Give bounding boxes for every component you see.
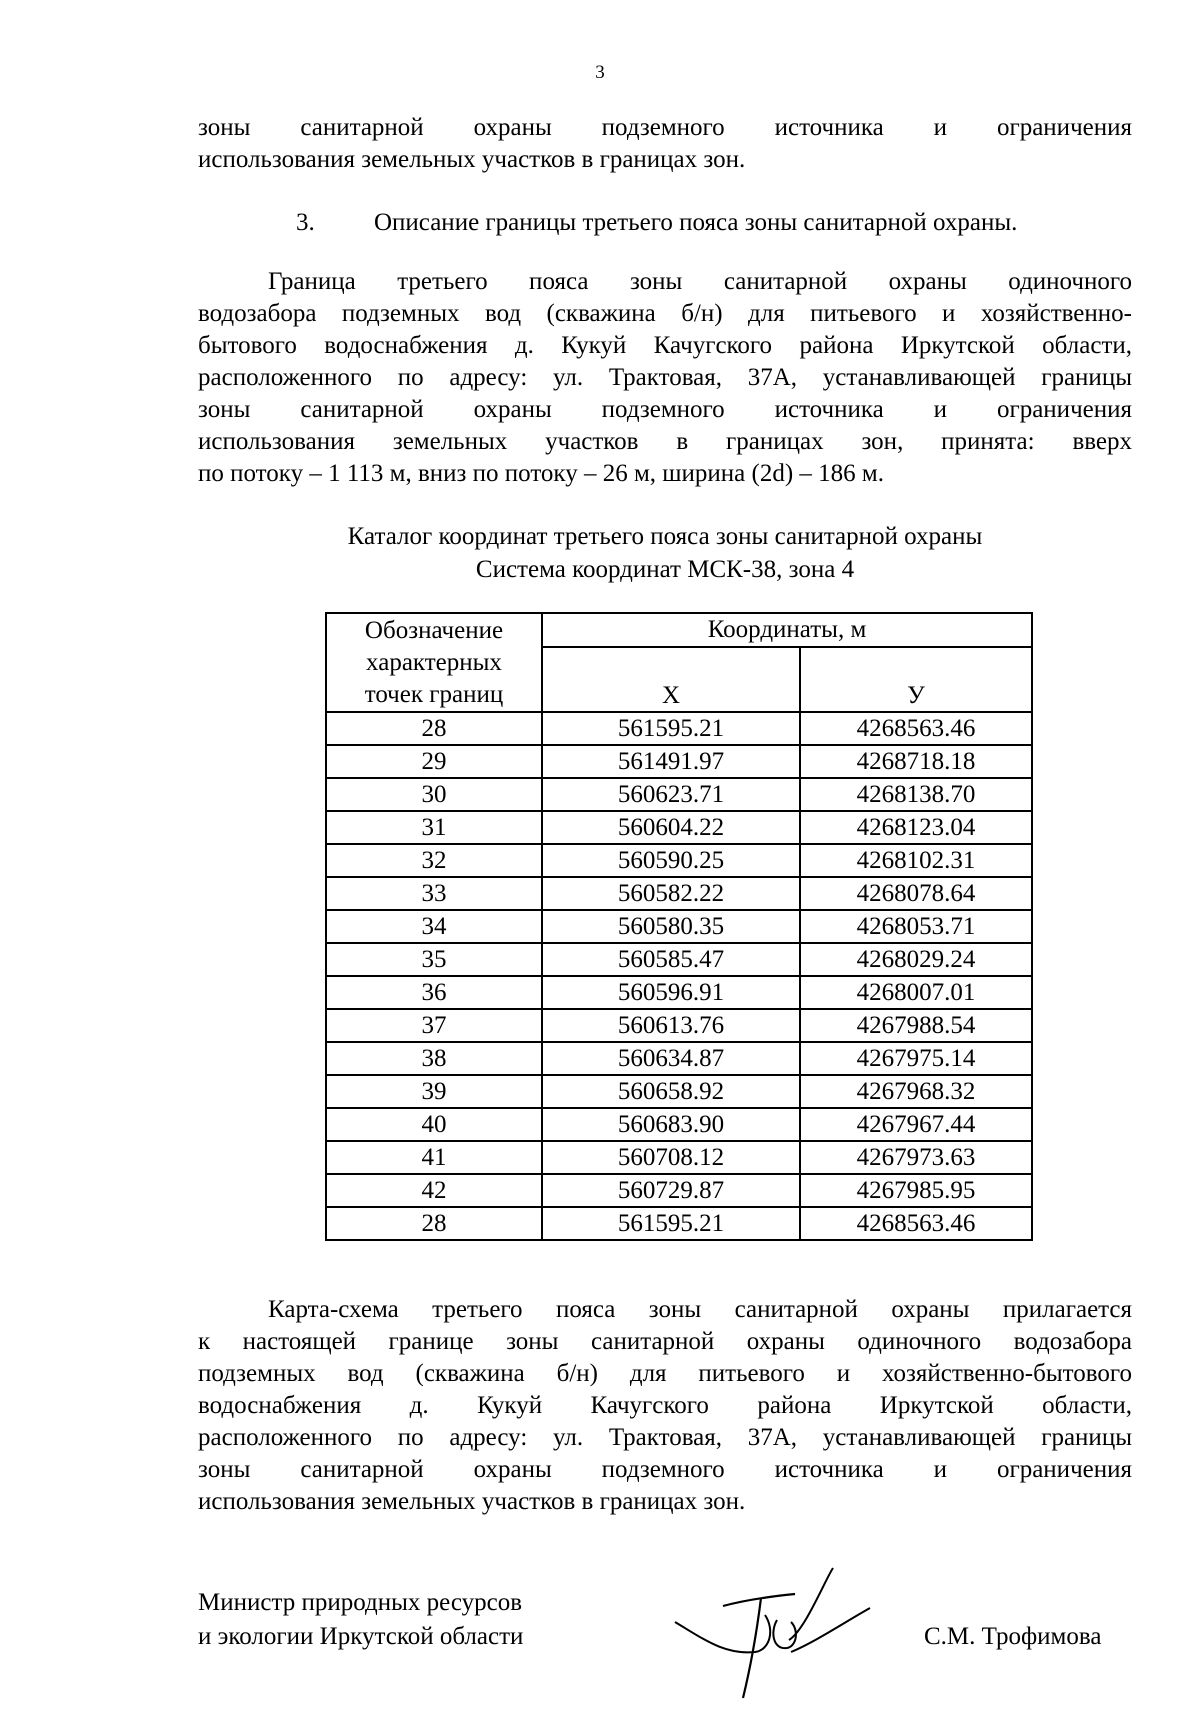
table-row [326, 943, 1032, 976]
x-coordinate-cell: 560585.47 [542, 943, 800, 976]
y-coordinate-cell: 4267975.14 [800, 1042, 1032, 1075]
table-row [326, 811, 1032, 844]
x-coordinate-cell: 560604.22 [542, 811, 800, 844]
y-coordinate-cell: 4268138.70 [800, 778, 1032, 811]
y-coordinate-cell: 4268563.46 [800, 712, 1032, 745]
x-coordinate-cell: 560634.87 [542, 1042, 800, 1075]
table-row [326, 1075, 1032, 1108]
point-number-cell: 35 [326, 943, 542, 976]
y-coordinate-cell: 4268078.64 [800, 877, 1032, 910]
table-row [326, 910, 1032, 943]
y-coordinate-cell: 4268123.04 [800, 811, 1032, 844]
handwritten-signature [665, 1560, 875, 1710]
x-coordinate-cell: 561491.97 [542, 745, 800, 778]
text-line: водоснабжения д. Кукуй Качугского района Иркутской области, [198, 1392, 1132, 1419]
text-line: водозабора подземных вод (скважина б/н) для питьевого и хозяйственно- [198, 300, 1132, 327]
point-number-cell: 28 [326, 1207, 542, 1240]
point-number-cell: 33 [326, 877, 542, 910]
page-number: 3 [595, 62, 605, 83]
table-row [326, 1174, 1032, 1207]
table-row [326, 712, 1032, 745]
table-row [326, 1108, 1032, 1141]
x-header: Х [542, 647, 800, 712]
text-line: по потоку – 1 113 м, вниз по потоку – 26 м, ширина (2d) – 186 м. [198, 460, 884, 487]
x-coordinate-cell: 560613.76 [542, 1009, 800, 1042]
x-coordinate-cell: 560658.92 [542, 1075, 800, 1108]
y-coordinate-cell: 4267973.63 [800, 1141, 1032, 1174]
table-row [326, 976, 1032, 1009]
table-row [326, 877, 1032, 910]
y-coordinate-cell: 4268053.71 [800, 910, 1032, 943]
point-number-cell: 39 [326, 1075, 542, 1108]
text-line: использования земельных участков в границах зон, принята: вверх [198, 428, 1132, 455]
text-line: использования земельных участков в границах зон. [198, 146, 746, 173]
x-coordinate-cell: 561595.21 [542, 1207, 800, 1240]
text-line: зоны санитарной охраны подземного источника и ограничения [198, 396, 1132, 423]
point-number-cell: 28 [326, 712, 542, 745]
intro-paragraph [198, 112, 1132, 176]
coordinates-table [325, 612, 1033, 1241]
x-coordinate-cell: 560596.91 [542, 976, 800, 1009]
y-coordinate-cell: 4268718.18 [800, 745, 1032, 778]
point-number-cell: 31 [326, 811, 542, 844]
y-coordinate-cell: 4268563.46 [800, 1207, 1032, 1240]
section-heading [296, 206, 1017, 240]
coordinates-table-body [326, 712, 1032, 1240]
text-line: зоны санитарной охраны подземного источника и ограничения [198, 1456, 1132, 1483]
table-row [326, 745, 1032, 778]
section-title: Описание границы третьего пояса зоны санитарной охраны. [374, 209, 1018, 236]
designation-header-line: точек границ [364, 681, 504, 708]
point-number-cell: 30 [326, 778, 542, 811]
text-line: бытового водоснабжения д. Кукуй Качугского района Иркутской области, [198, 332, 1132, 359]
point-number-cell: 42 [326, 1174, 542, 1207]
signatory-position-lines [198, 1586, 618, 1654]
x-coordinate-cell: 560623.71 [542, 778, 800, 811]
designation-header [326, 613, 542, 712]
point-number-cell: 40 [326, 1108, 542, 1141]
point-number-cell: 32 [326, 844, 542, 877]
y-coordinate-cell: 4267968.32 [800, 1075, 1032, 1108]
table-row [326, 1207, 1032, 1240]
y-header: У [800, 647, 1032, 712]
designation-header-line: Обозначение [364, 617, 504, 644]
x-coordinate-cell: 561595.21 [542, 712, 800, 745]
text-line: Граница третьего пояса зоны санитарной охраны одиночного [268, 268, 1132, 295]
table-row [326, 1009, 1032, 1042]
x-coordinate-cell: 560683.90 [542, 1108, 800, 1141]
description-paragraph [198, 266, 1132, 490]
table-row [326, 1141, 1032, 1174]
y-coordinate-cell: 4268029.24 [800, 943, 1032, 976]
signatory-position-line: и экологии Иркутской области [198, 1623, 524, 1650]
map-note-paragraph [198, 1294, 1132, 1518]
table-row [326, 844, 1032, 877]
table-row [326, 1042, 1032, 1075]
x-coordinate-cell: 560708.12 [542, 1141, 800, 1174]
y-coordinate-cell: 4268102.31 [800, 844, 1032, 877]
signatory-position-line: Министр природных ресурсов [198, 1589, 523, 1616]
signatory-name: С.М. Трофимова [924, 1623, 1102, 1650]
point-number-cell: 37 [326, 1009, 542, 1042]
text-line: использования земельных участков в границах зон. [198, 1488, 746, 1515]
point-number-cell: 29 [326, 745, 542, 778]
table-caption-line-1: Каталог координат третьего пояса зоны санитарной охраны [347, 523, 983, 550]
x-coordinate-cell: 560729.87 [542, 1174, 800, 1207]
x-coordinate-cell: 560580.35 [542, 910, 800, 943]
table-caption-line-2: Система координат МСК-38, зона 4 [475, 556, 855, 583]
text-line: расположенного по адресу: ул. Трактовая, 37А, устанавливающей границы [198, 1424, 1132, 1451]
table-row [326, 778, 1032, 811]
text-line: расположенного по адресу: ул. Трактовая, 37А, устанавливающей границы [198, 364, 1132, 391]
text-line: Карта-схема третьего пояса зоны санитарной охраны прилагается [268, 1296, 1132, 1323]
y-coordinate-cell: 4267985.95 [800, 1174, 1032, 1207]
x-coordinate-cell: 560582.22 [542, 877, 800, 910]
point-number-cell: 38 [326, 1042, 542, 1075]
y-coordinate-cell: 4267967.44 [800, 1108, 1032, 1141]
text-line: к настоящей границе зоны санитарной охраны одиночного водозабора [198, 1328, 1132, 1355]
point-number-cell: 34 [326, 910, 542, 943]
coordinates-header: Координаты, м [542, 613, 1032, 647]
y-coordinate-cell: 4267988.54 [800, 1009, 1032, 1042]
text-line: подземных вод (скважина б/н) для питьевого и хозяйственно-бытового [198, 1360, 1132, 1387]
section-number: 3. [296, 209, 315, 236]
text-line: зоны санитарной охраны подземного источника и ограничения [198, 114, 1132, 141]
point-number-cell: 36 [326, 976, 542, 1009]
x-coordinate-cell: 560590.25 [542, 844, 800, 877]
designation-header-line: характерных [366, 649, 502, 676]
y-coordinate-cell: 4268007.01 [800, 976, 1032, 1009]
point-number-cell: 41 [326, 1141, 542, 1174]
